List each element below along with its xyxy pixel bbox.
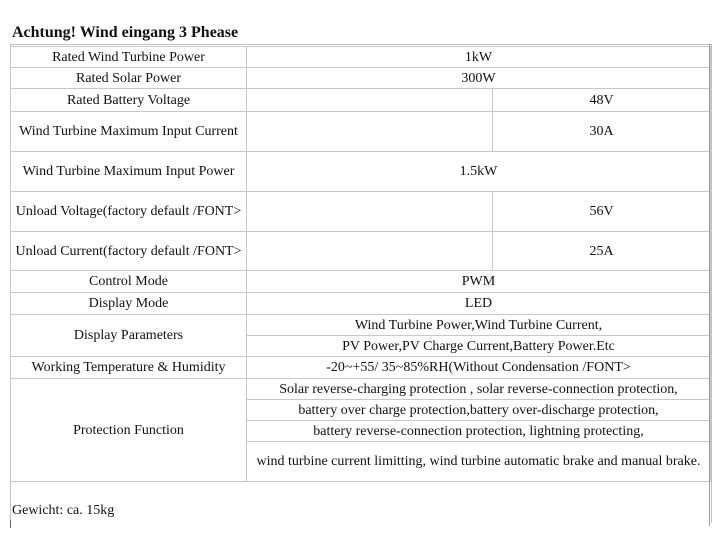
spec-label: Display Mode (11, 293, 247, 315)
spec-value: PWM (247, 271, 711, 293)
table-row (11, 232, 711, 271)
spec-value-line: battery reverse-connection protection, lightning protecting, (247, 421, 711, 442)
right-edge-line (709, 44, 710, 526)
spec-blank-cell (247, 89, 493, 112)
spec-label: Control Mode (11, 271, 247, 293)
page-title: Achtung! Wind eingang 3 Phease (12, 24, 239, 41)
spec-blank-cell (247, 192, 493, 232)
spec-label: Wind Turbine Maximum Input Power (11, 152, 247, 192)
spec-label: Rated Battery Voltage (11, 89, 247, 112)
spec-label: Rated Wind Turbine Power (11, 47, 247, 68)
table-row (11, 68, 711, 89)
spec-label: Wind Turbine Maximum Input Current (11, 112, 247, 152)
spec-label: Unload Current(factory default /FONT> (11, 232, 247, 271)
spec-value: 1.5kW (247, 152, 711, 192)
spec-value: 30A (493, 112, 711, 152)
spec-value: 300W (247, 68, 711, 89)
spec-blank-cell (247, 112, 493, 152)
table-row (11, 112, 711, 152)
table-row (11, 293, 711, 315)
table-row (11, 357, 711, 379)
table-row (11, 379, 711, 400)
spec-value: 48V (493, 89, 711, 112)
spec-value: 1kW (247, 47, 711, 68)
table-row (11, 271, 711, 293)
spec-value-line: battery over charge protection,battery over-discharge protection, (247, 400, 711, 421)
spec-value-line: Wind Turbine Power,Wind Turbine Current, (247, 315, 711, 336)
spec-label: Protection Function (11, 379, 247, 482)
spec-value-line: PV Power,PV Charge Current,Battery Power.Etc (247, 336, 711, 357)
table-row (11, 47, 711, 68)
left-tick-mark (10, 520, 11, 528)
spec-label: Display Parameters (11, 315, 247, 357)
spec-value: 25A (493, 232, 711, 271)
spec-value: 56V (493, 192, 711, 232)
spec-value: -20~+55/ 35~85%RH(Without Condensation /FONT> (247, 357, 711, 379)
table-row (11, 152, 711, 192)
table-row (11, 89, 711, 112)
weight-note: Gewicht: ca. 15kg (12, 503, 115, 518)
spec-value-line: wind turbine current limitting, wind turbine automatic brake and manual brake. (247, 442, 711, 482)
spec-label: Unload Voltage(factory default /FONT> (11, 192, 247, 232)
spec-value: LED (247, 293, 711, 315)
table-row (11, 315, 711, 336)
spec-value-line: Solar reverse-charging protection , solar reverse-connection protection, (247, 379, 711, 400)
spec-label: Working Temperature & Humidity (11, 357, 247, 379)
table-row (11, 192, 711, 232)
spec-label: Rated Solar Power (11, 68, 247, 89)
spec-table (10, 46, 711, 482)
spec-blank-cell (247, 232, 493, 271)
